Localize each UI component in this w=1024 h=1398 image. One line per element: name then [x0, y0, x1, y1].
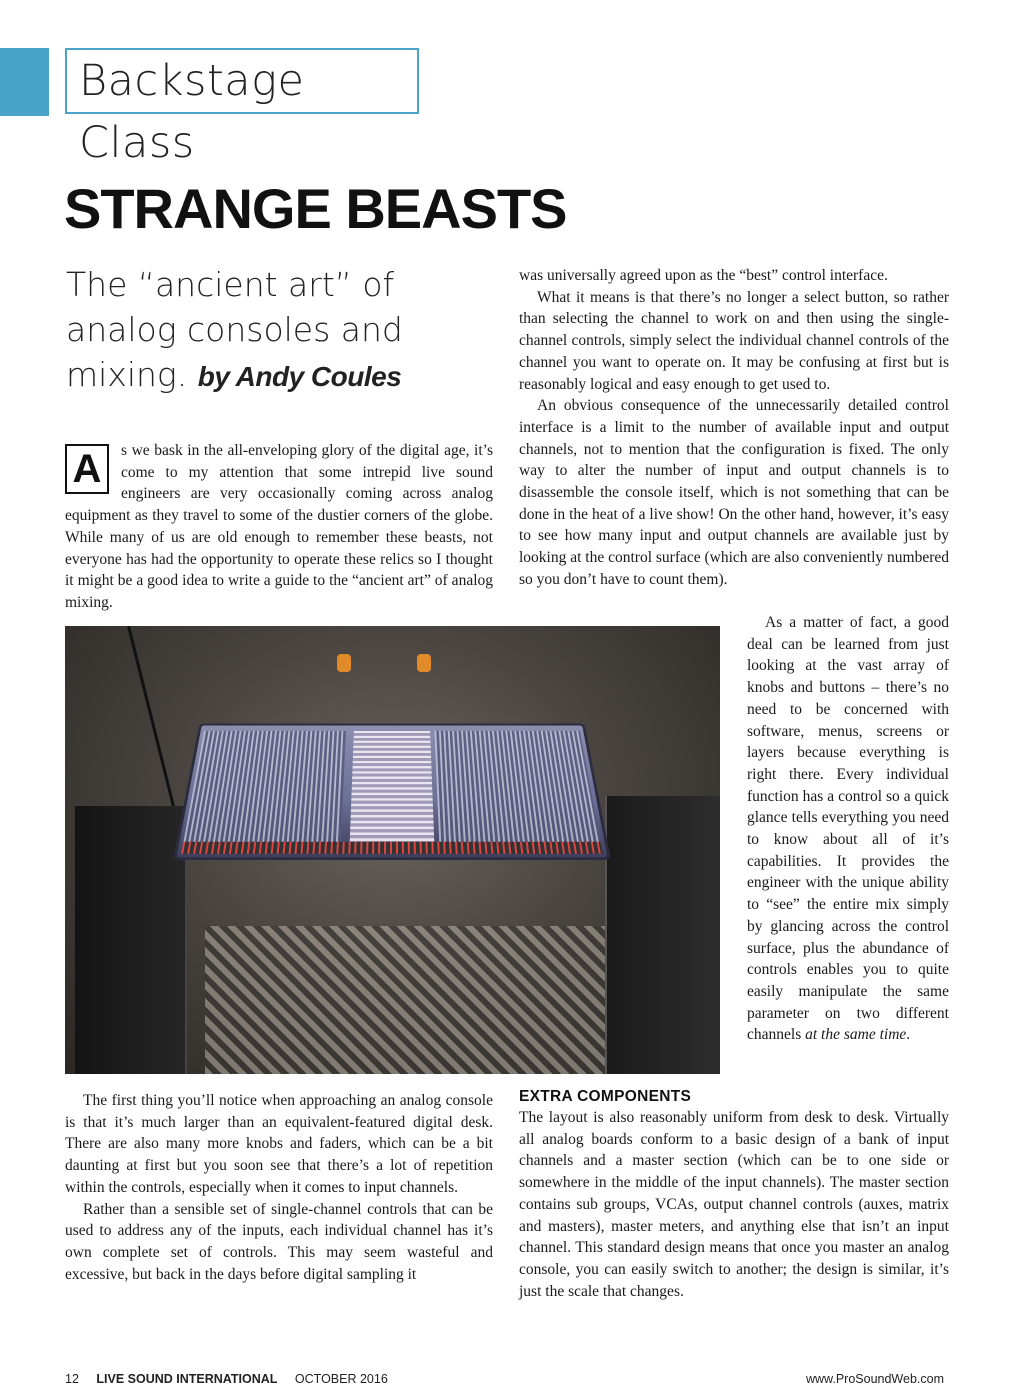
wrap-text-italic: at the same time: [805, 1026, 907, 1044]
photo-mic-stand: [127, 626, 176, 811]
photo-master-section: [349, 731, 434, 842]
paragraph: An obvious consequence of the unnecessarily detailed control interface is a limit to the number of available input and output channels, not to mention that the configuration is fixed. The only way to alter the number of input and output channels is to disassemble the console itself, which is not something that can be done in the heat of a live show! On the other hand, however, it’s easy to see how many input and output channels are available just by looking at the control surface (which are also conveniently numbered so you don’t have to count them).: [519, 397, 949, 588]
photo-rack-left: [75, 806, 187, 1074]
paragraph: was universally agreed upon as the “best” control interface.: [519, 267, 888, 284]
page-number: 12: [65, 1372, 79, 1386]
left-bottom-column: [65, 1090, 493, 1285]
section-label: Backstage Class: [65, 48, 419, 114]
photo-console-lamp: [337, 654, 351, 672]
wrap-text-end: .: [906, 1026, 911, 1044]
photo-input-channels-right: [434, 731, 600, 842]
right-top-column: [519, 265, 949, 591]
photo-fader-row: [181, 842, 603, 854]
console-photo: [65, 626, 720, 1074]
right-bottom-column: [519, 1088, 949, 1302]
deck-text: The “ancient art” of analog consoles and mixing.: [66, 265, 403, 394]
section-accent-block: [0, 48, 49, 116]
paragraph: What it means is that there’s no longer a select button, so rather than selecting the channel to work on and then using the single-channel controls, simply select the individual channel controls of the channel you want to operate on. It may be confusing at first but is reasonably logical and easy enough to get used to.: [519, 288, 949, 393]
byline: by Andy Coules: [197, 361, 402, 392]
paragraph: [747, 612, 949, 1046]
paragraph: Rather than a sensible set of single-channel controls that can be used to address any of the inputs, each individual channel has it’s own complete set of controls. This may seem wasteful and excessive, but back in the days before digital sampling it: [65, 1200, 493, 1283]
photo-rack-right: [605, 796, 720, 1074]
right-bottom-body: [519, 1107, 949, 1302]
magazine-name: LIVE SOUND INTERNATIONAL: [96, 1372, 278, 1386]
subhead: EXTRA COMPONENTS: [519, 1088, 692, 1105]
drop-cap: A: [65, 444, 109, 494]
issue-date: OCTOBER 2016: [294, 1372, 388, 1386]
photo-input-channels-left: [183, 731, 345, 842]
paragraph: The layout is also reasonably uniform from desk to desk. Virtually all analog boards conform to a basic design of a bank of input channels and a master section (which can be to one side or somewhere in the middle of the input channels). The master section contains sub groups, VCAs, output channel controls (auxes, matrix and masters), master meters, and anything else that isn’t an input channel. This standard design means that once you master an analog console, you can easily switch to another; the design is similar, it’s just the scale that changes.: [519, 1109, 949, 1300]
article-headline: STRANGE BEASTS: [64, 177, 567, 240]
paragraph: The first thing you’ll notice when approaching an analog console is that it’s much larger than an equivalent-featured digital desk. There are also many more knobs and faders, which can be a bit daunting at first but you soon see that there’s a lot of repetition within the controls, especially when it comes to input channels.: [65, 1092, 493, 1196]
page-footer: [65, 1372, 944, 1386]
article-deck: [66, 262, 486, 399]
intro-paragraph: s we bask in the all-enveloping glory of the digital age, it’s come to my attention that some intrepid live sound engineers are very occasionally coming across analog equipment as they travel to some of the dustier corners of the globe. While many of us are old enough to remember these beasts, not everyone has had the opportunity to operate these relics so I thought it might be a good idea to write a guide to the “ancient art” of analog mixing.: [65, 442, 493, 611]
website-url: www.ProSoundWeb.com: [805, 1372, 944, 1386]
intro-column: [65, 440, 493, 614]
photo-wrap-column: [747, 612, 949, 1046]
photo-console-lamp: [417, 654, 431, 672]
photo-analog-console: [173, 723, 611, 860]
wrap-text: As a matter of fact, a good deal can be learned from just looking at the vast array of knobs and buttons – there’s no need to be concerned with software, menus, screens or layers because everything is right there. Every individual function has a control so a quick glance tells everything you need to know about all of it’s capabilities. It provides the engineer with the unique ability to “see” the entire mix simply by glancing across the control surface, plus the abundance of controls enables you to quite easily manipulate the same parameter on two different channels: [747, 614, 949, 1044]
